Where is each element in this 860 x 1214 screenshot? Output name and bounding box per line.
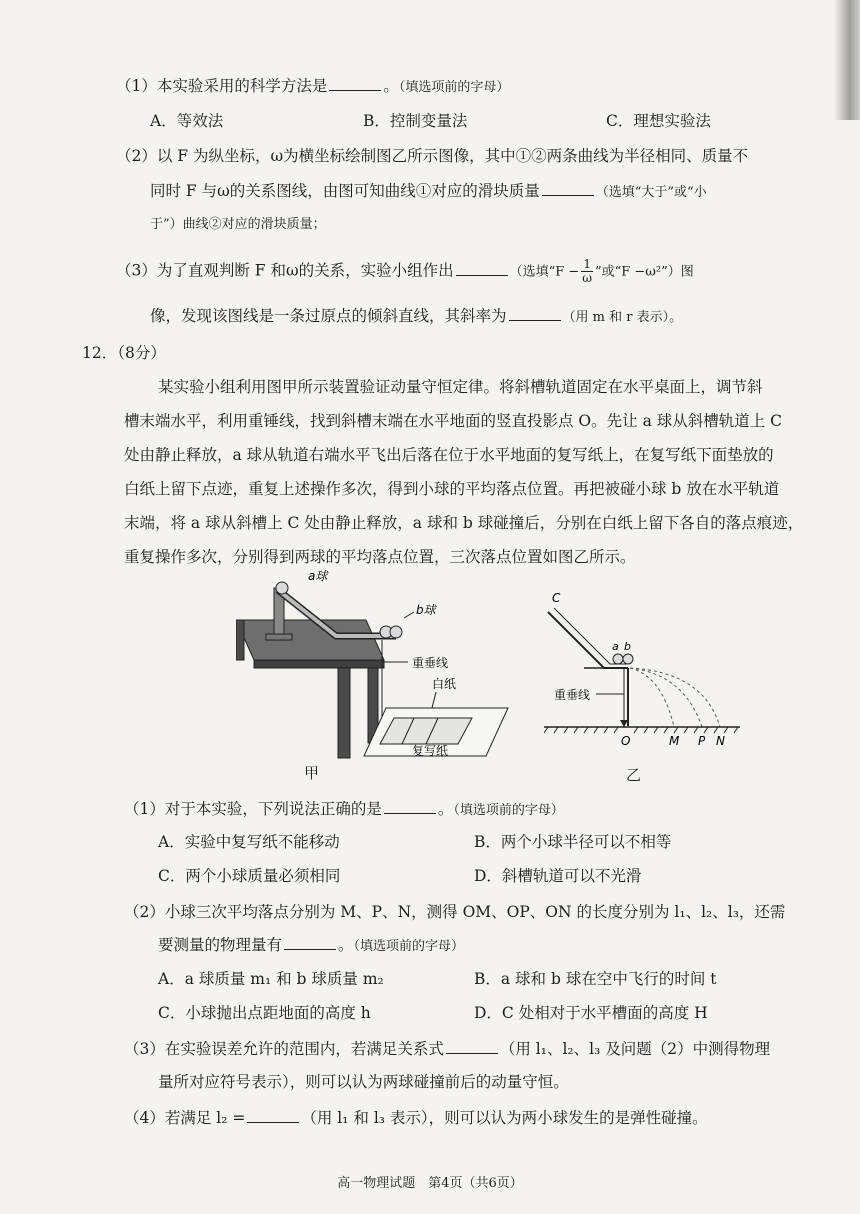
leader-line: [432, 692, 436, 708]
label-N: N: [716, 734, 725, 748]
q12-p1-option-b: B．两个小球半径可以不相等: [474, 833, 672, 851]
label-white-paper: 白纸: [432, 677, 457, 691]
q12-p2-line1: （2）小球三次平均落点分别为 M、P、N，测得 OM、OP、ON 的长度分别为 l₁、l₂、l₃，还需: [124, 903, 786, 921]
q11-p1-option-b: B．控制变量法: [363, 112, 468, 130]
answer-blank[interactable]: [446, 1039, 498, 1054]
q12-intro-line: 白纸上留下点迹，重复上述操作多次，得到小球的平均落点位置。再把被碰小球 b 放在水平轨道: [124, 480, 780, 498]
figure-jia-apparatus: [236, 568, 526, 763]
q12-intro-line: 某实验小组利用图甲所示装置验证动量守恒定律。将斜槽轨道固定在水平桌面上，调节斜: [158, 378, 763, 396]
answer-blank[interactable]: [542, 181, 594, 196]
q12-p2-option-a: A．a 球质量 m₁ 和 b 球质量 m₂: [158, 970, 384, 988]
q12-p1-option-c: C．两个小球质量必须相同: [158, 867, 341, 885]
table-edge: [254, 660, 384, 668]
q12-p3-line1: （3）在实验误差允许的范围内，若满足关系式 （用 l₁、l₂、l₃ 及问题（2）中测得物理: [124, 1040, 771, 1058]
label-P: P: [698, 734, 706, 748]
label-a-ball: a球: [308, 569, 328, 583]
q12-p2-option-c: C．小球抛出点距地面的高度 h: [158, 1004, 371, 1022]
q12-p2-line2: 要测量的物理量有 。（填选项前的字母）: [158, 936, 465, 954]
label-a: a: [612, 640, 619, 653]
fraction-1-over-omega: $\frac{1}{\omega}$: [582, 257, 593, 285]
label-plumb-line: 重垂线: [554, 688, 591, 702]
q11-p2-line1: （2）以 F 为纵坐标，ω为横坐标绘制图乙所示图像，其中①②两条曲线为半径相同、质量不: [116, 147, 749, 165]
ball-b2: [390, 626, 402, 638]
q11-p1: （1）本实验采用的科学方法是 。（填选项前的字母）: [116, 77, 510, 95]
answer-blank[interactable]: [384, 799, 436, 814]
q12-p3-line2: 量所对应符号表示），则可以认为两球碰撞前后的动量守恒。: [158, 1073, 569, 1091]
label-plumb-line: 重垂线: [412, 656, 449, 670]
trajectory-N: [630, 668, 720, 727]
q12-p2-option-b: B．a 球和 b 球在空中飞行的时间 t: [474, 970, 717, 988]
trajectory-P: [630, 668, 702, 727]
ground-hatching: [544, 727, 738, 733]
figure-jia-caption: 甲: [304, 764, 320, 782]
label-carbon-paper: 复写纸: [412, 744, 449, 758]
q12-p1: （1）对于本实验，下列说法正确的是 。（填选项前的字母）: [124, 800, 564, 818]
q12-intro-line: 槽末端水平，利用重锤线，找到斜槽末端在水平地面的竖直投影点 O。先让 a 球从斜槽轨道上 C: [124, 412, 783, 430]
q12-intro-line: 重复操作多次，分别得到两球的平均落点位置，三次落点位置如图乙所示。: [124, 548, 636, 566]
leader-line: [404, 612, 414, 618]
ball-b: [623, 654, 633, 664]
ball-a: [276, 582, 288, 594]
table-top: [236, 620, 384, 660]
trajectory-M: [630, 668, 674, 727]
carbon-paper: [380, 718, 472, 744]
label-b: b: [624, 640, 631, 653]
q11-p2-line2: 同时 F 与ω的关系图线，由图可知曲线①对应的滑块质量 （选填“大于”或“小: [150, 182, 707, 200]
ball-a: [613, 654, 623, 664]
label-M: M: [669, 734, 680, 748]
answer-blank[interactable]: [247, 1108, 299, 1123]
label-C: C: [552, 591, 561, 605]
q12-intro-line: 末端，将 a 球从斜槽上 C 处由静止释放，a 球和 b 球碰撞后，分别在白纸上留下各自的落点痕迹，: [124, 514, 804, 532]
stand-base: [266, 634, 292, 640]
q12-p1-option-a: A．实验中复写纸不能移动: [158, 833, 340, 851]
answer-blank[interactable]: [456, 261, 508, 276]
answer-blank[interactable]: [329, 76, 381, 91]
page-footer: 高一物理试题 第4页（共6页）: [337, 1176, 523, 1191]
figure-yi-caption: 乙: [626, 766, 642, 784]
q12-intro-line: 处由静止释放，a 球从轨道右端水平飞出后落在位于水平地面的复写纸上，在复写纸下面垫放的: [124, 446, 774, 464]
scan-edge-shadow: [834, 0, 860, 120]
label-b-ball: b球: [416, 603, 436, 617]
answer-blank[interactable]: [509, 306, 561, 321]
q11-p1-option-a: A．等效法: [150, 112, 224, 130]
plumb-bob: [620, 720, 628, 727]
q11-p1-option-c: C．理想实验法: [606, 112, 711, 130]
q12-p4: （4）若满足 l₂ = （用 l₁ 和 l₃ 表示），则可以认为两小球发生的是弹性碰撞。: [124, 1109, 708, 1127]
label-O: O: [621, 734, 631, 748]
q12-p1-option-d: D．斜槽轨道可以不光滑: [474, 867, 642, 885]
q11-p3-line1: （3）为了直观判断 F 和ω的关系，实验小组作出 （选填“F − $\frac{1}{\omega}$ ”或“F −ω²”）图: [116, 257, 694, 285]
figure-yi-diagram: [544, 588, 744, 748]
q12-p2-option-d: D．C 处相对于水平槽面的高度 H: [474, 1004, 708, 1022]
q11-p2-line3: 于”）曲线②对应的滑块质量；: [150, 217, 326, 232]
table-leg: [338, 668, 350, 758]
answer-blank[interactable]: [284, 935, 336, 950]
table-leg: [236, 620, 244, 660]
q11-p3-line2: 像，发现该图线是一条过原点的倾斜直线，其斜率为 （用 m 和 r 表示）。: [150, 307, 683, 325]
q12-header: 12．（8分）: [82, 344, 166, 362]
